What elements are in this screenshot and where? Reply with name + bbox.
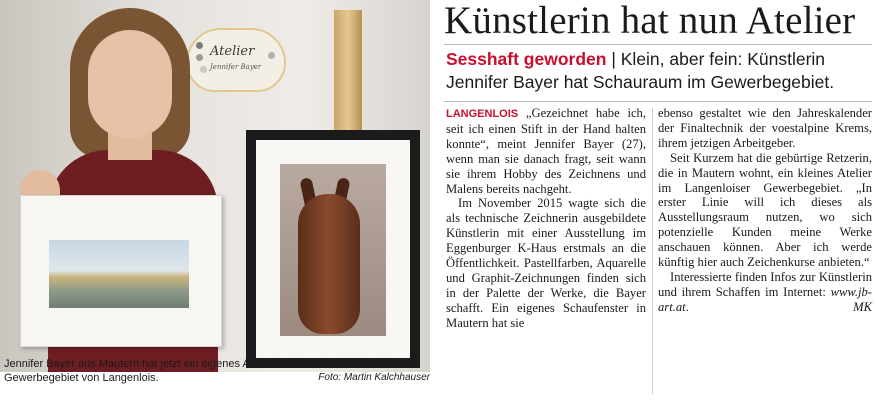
easel: [334, 10, 362, 150]
frame-mat: [256, 140, 410, 358]
paragraph-end: .: [685, 299, 689, 314]
subheadline: [446, 48, 874, 94]
photo-credit: Foto: Martin Kalchhauser: [318, 372, 430, 383]
paint-dot: [196, 42, 203, 49]
paragraph: Im November 2015 wagte sich die als technische Zeichnerin ausgebildete Künstlerin mit einer Ausstellung im Eggenburger K-Haus erstmals an die Öffentlichkeit. Pastellfarben, Aquarelle und Graphit-Zeichnungen finden sich in der Palette der Werke, die Bayer schafft. Ein eigenes Schaufenster in Mautern hat sie: [446, 196, 646, 330]
horse-artwork: [280, 164, 386, 336]
paragraph-text: „Gezeichnet habe ich, seit ich einen Stift in der Hand halten konnte“, meint Jennifer Bayer (27), wenn man sie danach fragt, seit wann sie ihrem Hobby des Zeichnens und Malens bereits nachgeht.: [446, 106, 646, 196]
palette-subtitle: Jennifer Bayer: [210, 63, 262, 71]
subhead-kicker: Sesshaft geworden: [446, 49, 607, 69]
article-photo: [0, 0, 430, 372]
author-initials: MK: [853, 299, 872, 314]
paint-dot: [200, 66, 207, 73]
palette-title: Atelier: [210, 44, 255, 59]
article-column-1: [446, 106, 646, 331]
article-column-2: [658, 106, 872, 315]
atelier-palette-sign: [186, 28, 286, 92]
subhead-separator: |: [611, 49, 616, 69]
headline: Künstlerin hat nun Atelier: [444, 0, 856, 42]
column-divider: [652, 108, 653, 394]
subhead-text: Klein, aber fein: Künstlerin Jennifer Bayer hat Schauraum im Gewerbegebiet.: [446, 49, 835, 92]
horse-head: [298, 194, 360, 334]
watercolor-painting: [20, 195, 222, 347]
paragraph: Seit Kurzem hat die gebürtige Retzerin, die in Mautern wohnt, ein kleines Atelier im Langenloiser Gewerbegebiet. „In erster Linie will ich dieses als Ausstellungsraum nutzen, wo sich potenzielle Kunden meine Werke anschauen können. Aber ich werde künftig hier auch Zeichenkurse anbieten.“: [658, 150, 872, 270]
subhead-rule: [444, 101, 872, 102]
headline-rule: [444, 44, 872, 45]
paint-dot: [196, 54, 203, 61]
location-dateline: LANGENLOIS: [446, 108, 519, 120]
watercolor-landscape: [49, 240, 189, 308]
caption-text: Jennifer Bayer aus Mautern hat jetzt ein eigenes Atelier in einem der Gebäude im Gewerbegebiet von Langenlois.: [4, 358, 401, 384]
person-face: [88, 30, 172, 138]
photo-caption: [4, 357, 430, 385]
paragraph: [446, 106, 646, 196]
paragraph: ebenso gestaltet wie den Jahreskalender der Finaltechnik der voestalpine Krems, ihrem jetzigen Arbeitgeber.: [658, 106, 872, 150]
website-link[interactable]: www.jb-art.at: [658, 284, 872, 314]
framed-horse-drawing: [246, 130, 420, 368]
paint-dot: [268, 52, 275, 59]
paragraph: [658, 270, 872, 315]
paragraph-text: Interessierte finden Infos zur Künstlerin und ihrem Schaffen im Internet:: [658, 269, 872, 299]
